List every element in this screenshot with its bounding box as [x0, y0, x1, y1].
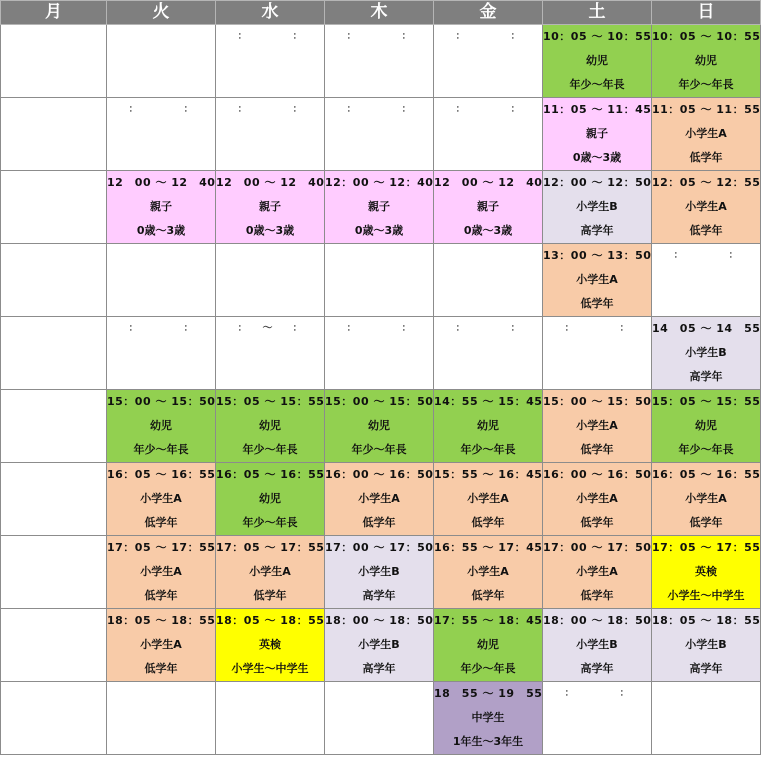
- slot-age-range: 1年生～3年生: [452, 735, 524, 748]
- schedule-row: [1, 463, 761, 536]
- empty-slot: [1, 390, 107, 463]
- class-slot: [434, 682, 543, 755]
- slot-time: 13：00 ～ 13：50: [543, 249, 651, 262]
- empty-slot: [1, 244, 107, 317]
- class-slot: [543, 463, 652, 536]
- slot-class-name: 幼児: [695, 419, 717, 432]
- empty-slot: [1, 536, 107, 609]
- class-slot: [543, 25, 652, 98]
- slot-age-range: 低学年: [689, 516, 723, 529]
- slot-time: 16：00 ～ 16：50: [325, 468, 433, 481]
- class-slot: [543, 244, 652, 317]
- schedule-row: [1, 171, 761, 244]
- slot-class-name: 小学生A: [576, 419, 618, 432]
- schedule-row: [1, 536, 761, 609]
- slot-age-range: 低学年: [580, 443, 614, 456]
- empty-time-placeholder: ： ：: [673, 250, 739, 261]
- class-slot: [543, 390, 652, 463]
- day-header-fri: 金: [434, 1, 543, 25]
- class-slot: [216, 463, 325, 536]
- slot-class-name: 小学生B: [576, 638, 618, 651]
- class-slot: [325, 390, 434, 463]
- empty-time-placeholder: ： ～ ：: [237, 323, 303, 334]
- slot-age-range: 年少～年長: [242, 516, 298, 529]
- slot-class-name: 幼児: [259, 492, 281, 505]
- slot-age-range: 年少～年長: [351, 443, 407, 456]
- empty-slot: [1, 25, 107, 98]
- slot-time: 11：05 ～ 11：55: [652, 103, 760, 116]
- empty-slot: [325, 25, 434, 98]
- slot-time: 17：05 ～ 17：55: [107, 541, 215, 554]
- class-slot: [434, 171, 543, 244]
- empty-slot: [325, 682, 434, 755]
- empty-time-placeholder: ： ：: [128, 104, 194, 115]
- slot-time: 16：05 ～ 16：55: [107, 468, 215, 481]
- slot-age-range: 低学年: [580, 589, 614, 602]
- class-slot: [325, 536, 434, 609]
- empty-time-placeholder: ： ：: [455, 323, 521, 334]
- empty-slot: [1, 98, 107, 171]
- slot-time: 15：05 ～ 15：55: [652, 395, 760, 408]
- day-header-sun: 日: [652, 1, 761, 25]
- class-slot: [652, 609, 761, 682]
- slot-class-name: 小学生A: [249, 565, 291, 578]
- class-slot: [543, 171, 652, 244]
- empty-slot: [1, 463, 107, 536]
- empty-slot: [216, 98, 325, 171]
- slot-class-name: 小学生B: [576, 200, 618, 213]
- slot-time: 17：05 ～ 17：55: [216, 541, 324, 554]
- slot-class-name: 小学生A: [358, 492, 400, 505]
- empty-slot: [216, 682, 325, 755]
- slot-time: 18：05 ～ 18：55: [216, 614, 324, 627]
- slot-age-range: 低学年: [689, 151, 723, 164]
- slot-age-range: 高学年: [580, 662, 614, 675]
- slot-class-name: 小学生A: [467, 492, 509, 505]
- class-slot: [652, 536, 761, 609]
- empty-time-placeholder: ： ：: [346, 31, 412, 42]
- slot-time: 18：05 ～ 18：55: [107, 614, 215, 627]
- day-header-tue: 火: [107, 1, 216, 25]
- slot-time: 17：55 ～ 18：45: [434, 614, 542, 627]
- empty-slot: [1, 171, 107, 244]
- schedule-row: [1, 98, 761, 171]
- class-slot: [434, 390, 543, 463]
- slot-time: 15：05 ～ 15：55: [216, 395, 324, 408]
- empty-slot: [1, 609, 107, 682]
- slot-class-name: 幼児: [477, 419, 499, 432]
- slot-class-name: 中学生: [471, 711, 505, 724]
- schedule-row: [1, 609, 761, 682]
- slot-age-range: 高学年: [362, 589, 396, 602]
- slot-age-range: 0歳～3歳: [136, 224, 186, 237]
- slot-time: 14 05 ～ 14 55: [652, 322, 760, 335]
- slot-class-name: 小学生A: [140, 638, 182, 651]
- class-slot: [107, 171, 216, 244]
- slot-age-range: 高学年: [689, 370, 723, 383]
- slot-class-name: 小学生A: [576, 492, 618, 505]
- schedule-row: [1, 682, 761, 755]
- slot-time: 12 00 ～ 12 40: [107, 176, 215, 189]
- class-slot: [216, 609, 325, 682]
- slot-class-name: 小学生A: [140, 492, 182, 505]
- empty-slot: [107, 244, 216, 317]
- slot-time: 12：00 ～ 12：50: [543, 176, 651, 189]
- slot-age-range: 低学年: [471, 589, 505, 602]
- slot-class-name: 小学生B: [358, 638, 400, 651]
- slot-time: 17：00 ～ 17：50: [325, 541, 433, 554]
- slot-class-name: 小学生A: [467, 565, 509, 578]
- slot-time: 11：05 ～ 11：45: [543, 103, 651, 116]
- slot-age-range: 低学年: [144, 589, 178, 602]
- slot-age-range: 0歳～3歳: [245, 224, 295, 237]
- slot-time: 16：05 ～ 16：55: [216, 468, 324, 481]
- schedule-row: [1, 25, 761, 98]
- slot-class-name: 英検: [259, 638, 281, 651]
- empty-time-placeholder: ： ：: [455, 31, 521, 42]
- slot-class-name: 親子: [477, 200, 499, 213]
- empty-time-placeholder: ： ：: [128, 323, 194, 334]
- class-slot: [107, 536, 216, 609]
- class-slot: [434, 609, 543, 682]
- empty-time-placeholder: ： ：: [564, 688, 630, 699]
- slot-time: 15：00 ～ 15：50: [325, 395, 433, 408]
- slot-class-name: 小学生A: [685, 200, 727, 213]
- class-slot: [325, 609, 434, 682]
- empty-time-placeholder: ： ：: [237, 104, 303, 115]
- slot-age-range: 小学生～中学生: [231, 662, 309, 675]
- class-slot: [434, 536, 543, 609]
- slot-class-name: 幼児: [477, 638, 499, 651]
- empty-slot: [543, 317, 652, 390]
- slot-class-name: 幼児: [150, 419, 172, 432]
- empty-slot: [434, 25, 543, 98]
- slot-class-name: 小学生B: [685, 346, 727, 359]
- slot-class-name: 親子: [368, 200, 390, 213]
- slot-age-range: 小学生～中学生: [667, 589, 745, 602]
- empty-time-placeholder: ： ：: [237, 31, 303, 42]
- empty-slot: [1, 317, 107, 390]
- slot-class-name: 小学生A: [576, 565, 618, 578]
- slot-age-range: 低学年: [253, 589, 287, 602]
- class-slot: [543, 536, 652, 609]
- empty-slot: [325, 98, 434, 171]
- slot-class-name: 小学生B: [358, 565, 400, 578]
- empty-time-placeholder: ： ：: [564, 323, 630, 334]
- slot-class-name: 幼児: [259, 419, 281, 432]
- slot-age-range: 0歳～3歳: [572, 151, 622, 164]
- class-slot: [543, 98, 652, 171]
- slot-age-range: 0歳～3歳: [354, 224, 404, 237]
- class-slot: [652, 25, 761, 98]
- class-slot: [434, 463, 543, 536]
- class-slot: [107, 609, 216, 682]
- empty-slot: [107, 25, 216, 98]
- slot-time: 17：00 ～ 17：50: [543, 541, 651, 554]
- slot-time: 17：05 ～ 17：55: [652, 541, 760, 554]
- slot-age-range: 年少～年長: [460, 443, 516, 456]
- class-slot: [325, 171, 434, 244]
- class-slot: [107, 463, 216, 536]
- class-slot: [216, 390, 325, 463]
- slot-time: 12：05 ～ 12：55: [652, 176, 760, 189]
- day-header-sat: 土: [543, 1, 652, 25]
- day-header-wed: 水: [216, 1, 325, 25]
- class-slot: [325, 463, 434, 536]
- slot-time: 15：00 ～ 15：50: [107, 395, 215, 408]
- class-slot: [652, 171, 761, 244]
- class-slot: [652, 317, 761, 390]
- slot-age-range: 高学年: [362, 662, 396, 675]
- empty-slot: [216, 317, 325, 390]
- slot-age-range: 高学年: [580, 224, 614, 237]
- schedule-row: [1, 390, 761, 463]
- class-slot: [216, 171, 325, 244]
- empty-slot: [216, 25, 325, 98]
- slot-time: 12 00 ～ 12 40: [434, 176, 542, 189]
- slot-age-range: 低学年: [362, 516, 396, 529]
- slot-class-name: 幼児: [695, 54, 717, 67]
- slot-class-name: 小学生B: [685, 638, 727, 651]
- slot-time: 16：00 ～ 16：50: [543, 468, 651, 481]
- slot-class-name: 小学生A: [140, 565, 182, 578]
- empty-slot: [1, 682, 107, 755]
- slot-class-name: 親子: [586, 127, 608, 140]
- slot-class-name: 小学生A: [685, 492, 727, 505]
- empty-slot: [434, 244, 543, 317]
- empty-slot: [434, 317, 543, 390]
- empty-slot: [543, 682, 652, 755]
- slot-class-name: 英検: [695, 565, 717, 578]
- slot-age-range: 低学年: [580, 297, 614, 310]
- class-slot: [652, 390, 761, 463]
- slot-time: 18：00 ～ 18：50: [543, 614, 651, 627]
- empty-slot: [434, 98, 543, 171]
- empty-time-placeholder: ： ：: [346, 323, 412, 334]
- slot-age-range: 低学年: [144, 516, 178, 529]
- slot-age-range: 低学年: [144, 662, 178, 675]
- class-slot: [543, 609, 652, 682]
- schedule-row: [1, 317, 761, 390]
- slot-time: 18：00 ～ 18：50: [325, 614, 433, 627]
- empty-slot: [652, 682, 761, 755]
- class-slot: [107, 390, 216, 463]
- slot-class-name: 幼児: [586, 54, 608, 67]
- slot-time: 10：05 ～ 10：55: [652, 30, 760, 43]
- day-header-thu: 木: [325, 1, 434, 25]
- slot-time: 16：05 ～ 16：55: [652, 468, 760, 481]
- slot-age-range: 年少～年長: [678, 78, 734, 91]
- slot-time: 12 00 ～ 12 40: [216, 176, 324, 189]
- empty-time-placeholder: ： ：: [346, 104, 412, 115]
- slot-time: 16：55 ～ 17：45: [434, 541, 542, 554]
- slot-age-range: 年少～年長: [242, 443, 298, 456]
- class-slot: [652, 463, 761, 536]
- slot-time: 15：00 ～ 15：50: [543, 395, 651, 408]
- schedule-body: [1, 25, 761, 755]
- slot-class-name: 小学生A: [576, 273, 618, 286]
- empty-slot: [107, 98, 216, 171]
- empty-slot: [107, 317, 216, 390]
- slot-age-range: 低学年: [471, 516, 505, 529]
- slot-class-name: 親子: [259, 200, 281, 213]
- empty-time-placeholder: ： ：: [455, 104, 521, 115]
- empty-slot: [107, 682, 216, 755]
- class-slot: [216, 536, 325, 609]
- empty-slot: [325, 244, 434, 317]
- day-header-row: [1, 1, 761, 25]
- day-header-mon: 月: [1, 1, 107, 25]
- slot-age-range: 年少～年長: [133, 443, 189, 456]
- slot-time: 18：05 ～ 18：55: [652, 614, 760, 627]
- slot-time: 12：00 ～ 12：40: [325, 176, 433, 189]
- empty-slot: [652, 244, 761, 317]
- slot-time: 18 55 ～ 19 55: [434, 687, 542, 700]
- empty-slot: [325, 317, 434, 390]
- class-slot: [652, 98, 761, 171]
- slot-age-range: 低学年: [580, 516, 614, 529]
- slot-age-range: 0歳～3歳: [463, 224, 513, 237]
- slot-time: 15：55 ～ 16：45: [434, 468, 542, 481]
- slot-class-name: 小学生A: [685, 127, 727, 140]
- slot-class-name: 幼児: [368, 419, 390, 432]
- slot-class-name: 親子: [150, 200, 172, 213]
- slot-age-range: 年少～年長: [678, 443, 734, 456]
- empty-slot: [216, 244, 325, 317]
- slot-time: 10：05 ～ 10：55: [543, 30, 651, 43]
- slot-age-range: 低学年: [689, 224, 723, 237]
- slot-age-range: 高学年: [689, 662, 723, 675]
- slot-age-range: 年少～年長: [460, 662, 516, 675]
- schedule-row: [1, 244, 761, 317]
- slot-time: 14：55 ～ 15：45: [434, 395, 542, 408]
- slot-age-range: 年少～年長: [569, 78, 625, 91]
